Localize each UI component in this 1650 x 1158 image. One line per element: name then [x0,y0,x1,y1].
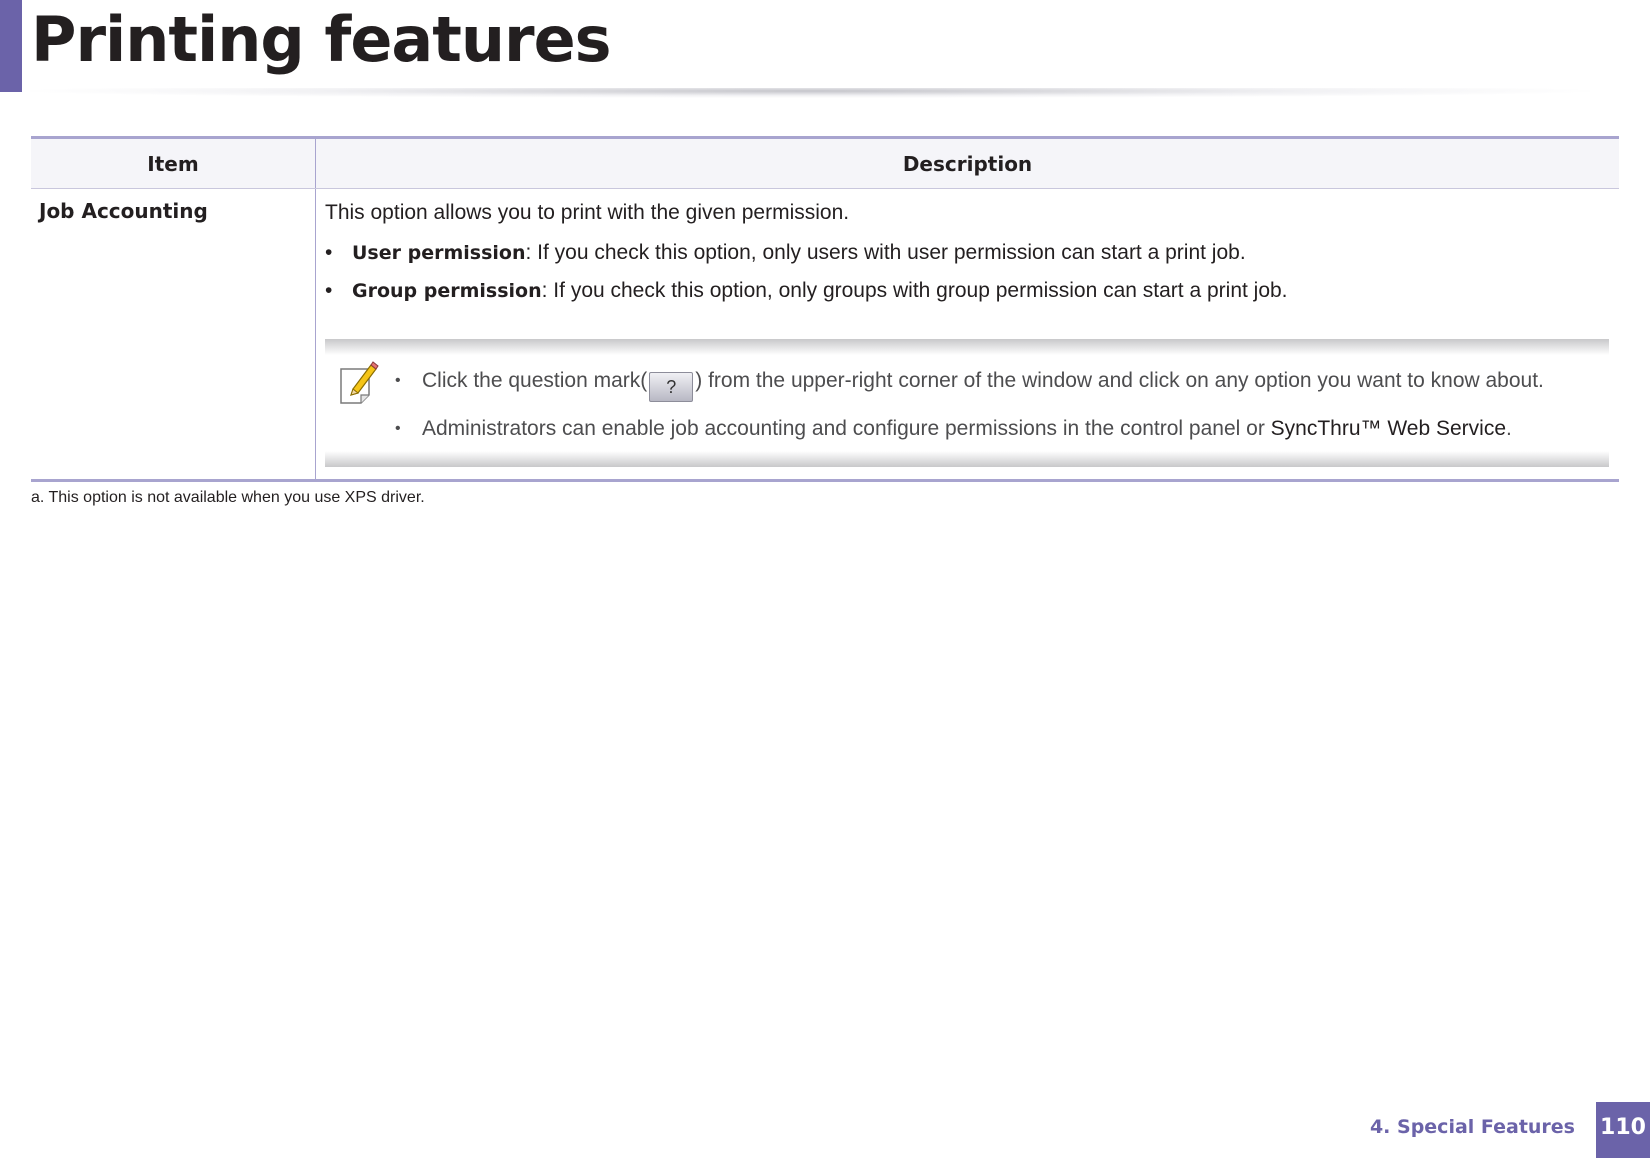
features-table [31,136,1619,482]
bullet-icon: • [395,372,401,389]
note-text: . [1506,417,1512,440]
description-intro: This option allows you to print with the given permission. [325,201,850,224]
title-divider [30,88,1590,98]
row-description [316,189,1619,479]
note-box [325,339,1609,467]
table-row [31,189,1619,479]
help-question-button: ? [649,372,693,402]
note-text: Click the question mark( [422,369,648,392]
bullet-icon: • [325,241,333,264]
column-header-description: Description [902,151,1033,176]
bullet-icon: • [325,279,333,302]
note-item [395,367,1599,402]
column-header-item: Item [31,139,316,188]
note-list [395,367,1599,456]
bullet-icon: • [395,420,401,437]
list-item [325,239,1609,267]
table-header [31,139,1619,189]
note-top-shade [325,339,1609,355]
page-number: 110 [1596,1102,1650,1158]
list-item [325,277,1609,305]
title-accent-bar [0,0,22,92]
table-footnote: a. This option is not available when you use XPS driver. [31,489,425,506]
row-item-name: Job Accounting [31,189,316,479]
note-text: ) from the upper-right corner of the window and click on any option you want to know about. [695,369,1544,392]
note-item [395,415,1599,443]
syncthru-web-service-text: SyncThru™ Web Service [1270,417,1507,440]
bullet-term: User permission [352,242,526,264]
bullet-text: : If you check this option, only groups with group permission can start a print job. [541,279,1288,302]
bullet-term: Group permission [352,280,542,302]
note-pencil-icon [339,361,379,405]
note-text: Administrators can enable job accounting and configure permissions in the control panel or [422,417,1271,440]
footer-section-title: 4. Special Features [1369,1116,1575,1138]
page-title: Printing features [31,3,611,76]
bullet-text: : If you check this option, only users with user permission can start a print job. [525,241,1246,264]
